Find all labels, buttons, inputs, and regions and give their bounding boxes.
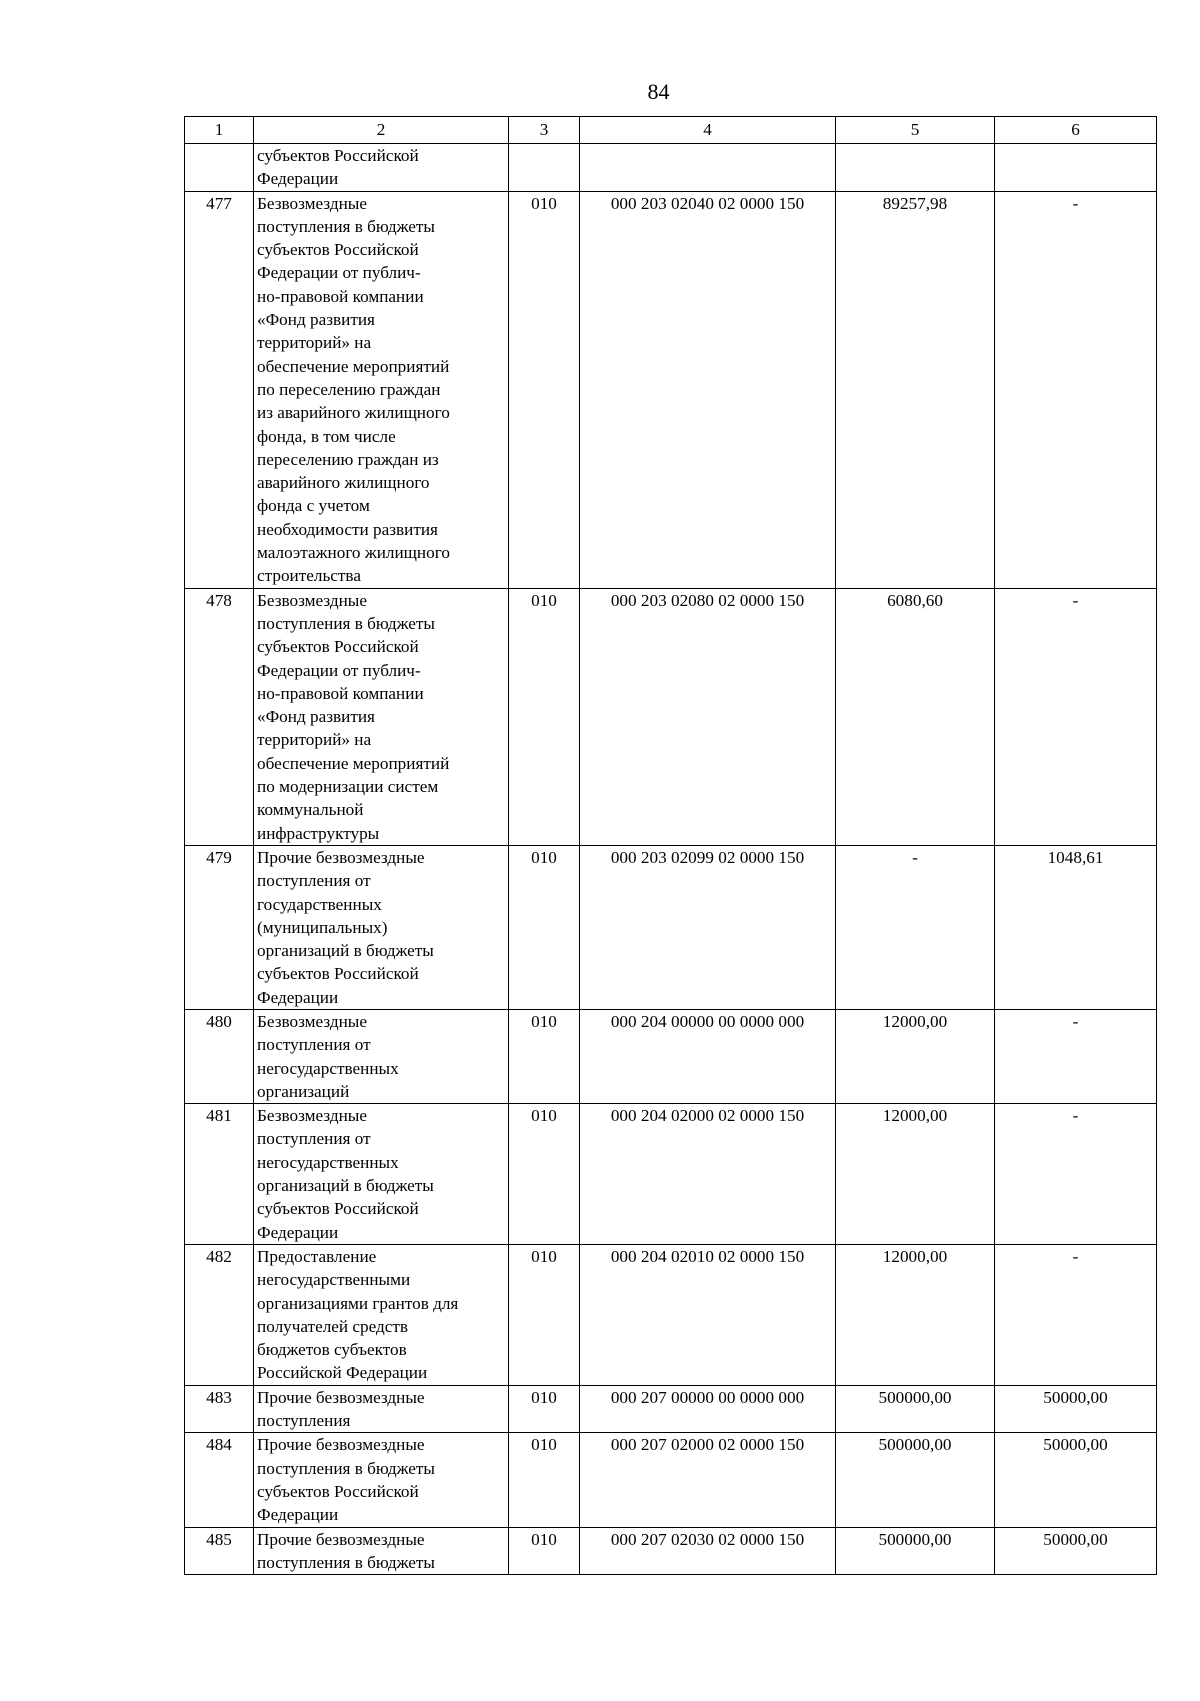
row-name-line: субъектов Российской: [257, 146, 419, 165]
row-budget-code: [580, 144, 836, 192]
row-name-line: организациями грантов для: [257, 1293, 459, 1313]
row-admin-code: 010: [509, 1385, 580, 1433]
row-name-line: фонда с учетом: [257, 496, 370, 516]
row-name-line: «Фонд развития: [257, 707, 375, 727]
row-name: [254, 1009, 509, 1103]
table-row: [185, 1527, 1157, 1575]
row-name-line: негосударственных: [257, 1152, 399, 1172]
row-name: [254, 191, 509, 588]
row-budget-code: 000 204 00000 00 0000 000: [580, 1009, 836, 1103]
budget-table: [184, 116, 1157, 1575]
row-budget-code: 000 207 02030 02 0000 150: [580, 1527, 836, 1575]
row-name-line: по переселению граждан: [257, 379, 441, 399]
row-name-line: переселению граждан из: [257, 449, 439, 469]
row-name-line: Прочие безвозмездные: [257, 1529, 425, 1549]
row-budget-code: 000 203 02080 02 0000 150: [580, 588, 836, 845]
row-name: [254, 845, 509, 1009]
column-header-2: 2: [254, 117, 509, 144]
row-name-line: «Фонд развития: [257, 310, 375, 330]
row-name-line: поступления от: [257, 871, 371, 891]
row-name-line: поступления от: [257, 1129, 371, 1149]
row-admin-code: 010: [509, 191, 580, 588]
row-budget-code: 000 207 02000 02 0000 150: [580, 1433, 836, 1527]
row-name-line: организаций в бюджеты: [257, 941, 434, 961]
row-amount-col6: 50000,00: [995, 1385, 1157, 1433]
row-name-line: из аварийного жилищного: [257, 403, 450, 423]
row-amount-col5: 12000,00: [836, 1104, 995, 1245]
row-budget-code: 000 204 02010 02 0000 150: [580, 1244, 836, 1385]
row-number: 482: [185, 1244, 254, 1385]
row-budget-code: 000 204 02000 02 0000 150: [580, 1104, 836, 1245]
row-name-line: Безвозмездные: [257, 1011, 367, 1031]
row-name-line: Российской Федерации: [257, 1363, 428, 1383]
table-row: [185, 845, 1157, 1009]
column-header-6: 6: [995, 117, 1157, 144]
row-amount-col5: [836, 144, 995, 192]
row-name-line: Федерации от публич-: [257, 660, 421, 680]
row-amount-col5: 89257,98: [836, 191, 995, 588]
row-name: [254, 1385, 509, 1433]
row-name-line: организаций в бюджеты: [257, 1176, 434, 1196]
column-header-3: 3: [509, 117, 580, 144]
table-row: [185, 1385, 1157, 1433]
row-name-line: Прочие безвозмездные: [257, 847, 425, 867]
table-row: [185, 1433, 1157, 1527]
row-name-line: по модернизации систем: [257, 777, 439, 797]
row-budget-code: 000 203 02040 02 0000 150: [580, 191, 836, 588]
row-name-line: Федерации: [257, 1505, 339, 1525]
header-row: [185, 117, 1157, 144]
row-name-line: инфраструктуры: [257, 823, 380, 843]
row-name-line: субъектов Российской: [257, 1481, 419, 1501]
row-admin-code: [509, 144, 580, 192]
column-header-5: 5: [836, 117, 995, 144]
row-name: [254, 1527, 509, 1575]
row-name-line: необходимости развития: [257, 519, 438, 539]
row-name-line: поступления в бюджеты: [257, 216, 435, 236]
row-amount-col5: 500000,00: [836, 1385, 995, 1433]
row-name-line: поступления: [257, 1411, 351, 1431]
column-header-4: 4: [580, 117, 836, 144]
row-amount-col6: -: [995, 1244, 1157, 1385]
row-name-line: Безвозмездные: [257, 1106, 367, 1126]
row-amount-col5: 12000,00: [836, 1009, 995, 1103]
row-amount-col5: 500000,00: [836, 1433, 995, 1527]
table-row: [185, 144, 1157, 192]
table-row: [185, 1244, 1157, 1385]
row-name: [254, 588, 509, 845]
row-name-line: Прочие безвозмездные: [257, 1435, 425, 1455]
row-number: 478: [185, 588, 254, 845]
row-amount-col5: 6080,60: [836, 588, 995, 845]
row-name-line: субъектов Российской: [257, 1199, 419, 1219]
row-name-line: (муниципальных): [257, 917, 388, 937]
row-name-line: поступления в бюджеты: [257, 1458, 435, 1478]
row-admin-code: 010: [509, 1433, 580, 1527]
row-amount-col6: [995, 144, 1157, 192]
row-name-line: но-правовой компании: [257, 683, 424, 703]
row-name-line: Федерации от публич-: [257, 263, 421, 283]
row-name-line: строительства: [257, 566, 361, 586]
row-amount-col5: 12000,00: [836, 1244, 995, 1385]
row-amount-col6: 1048,61: [995, 845, 1157, 1009]
row-name-line: Федерации: [257, 169, 339, 189]
row-number: 479: [185, 845, 254, 1009]
row-name-line: негосударственных: [257, 1058, 399, 1078]
column-header-1: 1: [185, 117, 254, 144]
page-number: 84: [647, 79, 670, 104]
row-name-line: поступления от: [257, 1035, 371, 1055]
row-name-line: субъектов Российской: [257, 964, 419, 984]
row-name-line: Федерации: [257, 987, 339, 1007]
row-name-line: Безвозмездные: [257, 590, 367, 610]
row-name-line: государственных: [257, 894, 382, 914]
row-amount-col6: 50000,00: [995, 1527, 1157, 1575]
row-name-line: негосударственными: [257, 1270, 411, 1290]
row-name: [254, 1433, 509, 1527]
row-number: [185, 144, 254, 192]
row-name-line: но-правовой компании: [257, 286, 424, 306]
row-number: 485: [185, 1527, 254, 1575]
table-row: [185, 191, 1157, 588]
row-admin-code: 010: [509, 588, 580, 845]
row-budget-code: 000 203 02099 02 0000 150: [580, 845, 836, 1009]
row-amount-col6: -: [995, 191, 1157, 588]
row-name-line: субъектов Российской: [257, 637, 419, 657]
row-name: [254, 1244, 509, 1385]
row-amount-col6: -: [995, 1104, 1157, 1245]
row-amount-col6: 50000,00: [995, 1433, 1157, 1527]
row-admin-code: 010: [509, 1009, 580, 1103]
row-amount-col6: -: [995, 588, 1157, 845]
table-row: [185, 1104, 1157, 1245]
row-name-line: аварийного жилищного: [257, 473, 430, 493]
row-name: [254, 144, 509, 192]
row-admin-code: 010: [509, 1104, 580, 1245]
row-admin-code: 010: [509, 1244, 580, 1385]
row-number: 480: [185, 1009, 254, 1103]
row-number: 483: [185, 1385, 254, 1433]
row-name-line: территорий» на: [257, 333, 372, 353]
row-admin-code: 010: [509, 845, 580, 1009]
table-row: [185, 1009, 1157, 1103]
row-amount-col5: -: [836, 845, 995, 1009]
row-number: 481: [185, 1104, 254, 1245]
row-name-line: получателей средств: [257, 1316, 409, 1336]
row-number: 477: [185, 191, 254, 588]
row-name-line: фонда, в том числе: [257, 426, 396, 446]
row-admin-code: 010: [509, 1527, 580, 1575]
row-number: 484: [185, 1433, 254, 1527]
table-body: [185, 144, 1157, 1575]
row-name-line: организаций: [257, 1081, 350, 1101]
row-name-line: бюджетов субъектов: [257, 1340, 407, 1360]
row-name-line: обеспечение мероприятий: [257, 753, 450, 773]
table-row: [185, 588, 1157, 845]
row-name-line: обеспечение мероприятий: [257, 356, 450, 376]
row-name-line: коммунальной: [257, 800, 364, 820]
row-amount-col5: 500000,00: [836, 1527, 995, 1575]
row-name-line: малоэтажного жилищного: [257, 543, 450, 563]
row-name-line: поступления в бюджеты: [257, 613, 435, 633]
row-name-line: Безвозмездные: [257, 193, 367, 213]
row-name-line: территорий» на: [257, 730, 372, 750]
row-name-line: Федерации: [257, 1222, 339, 1242]
row-name-line: субъектов Российской: [257, 240, 419, 260]
row-name-line: Предоставление: [257, 1246, 377, 1266]
row-name-line: Прочие безвозмездные: [257, 1387, 425, 1407]
row-name: [254, 1104, 509, 1245]
row-amount-col6: -: [995, 1009, 1157, 1103]
row-budget-code: 000 207 00000 00 0000 000: [580, 1385, 836, 1433]
row-name-line: поступления в бюджеты: [257, 1552, 435, 1572]
table-header: [185, 117, 1157, 144]
